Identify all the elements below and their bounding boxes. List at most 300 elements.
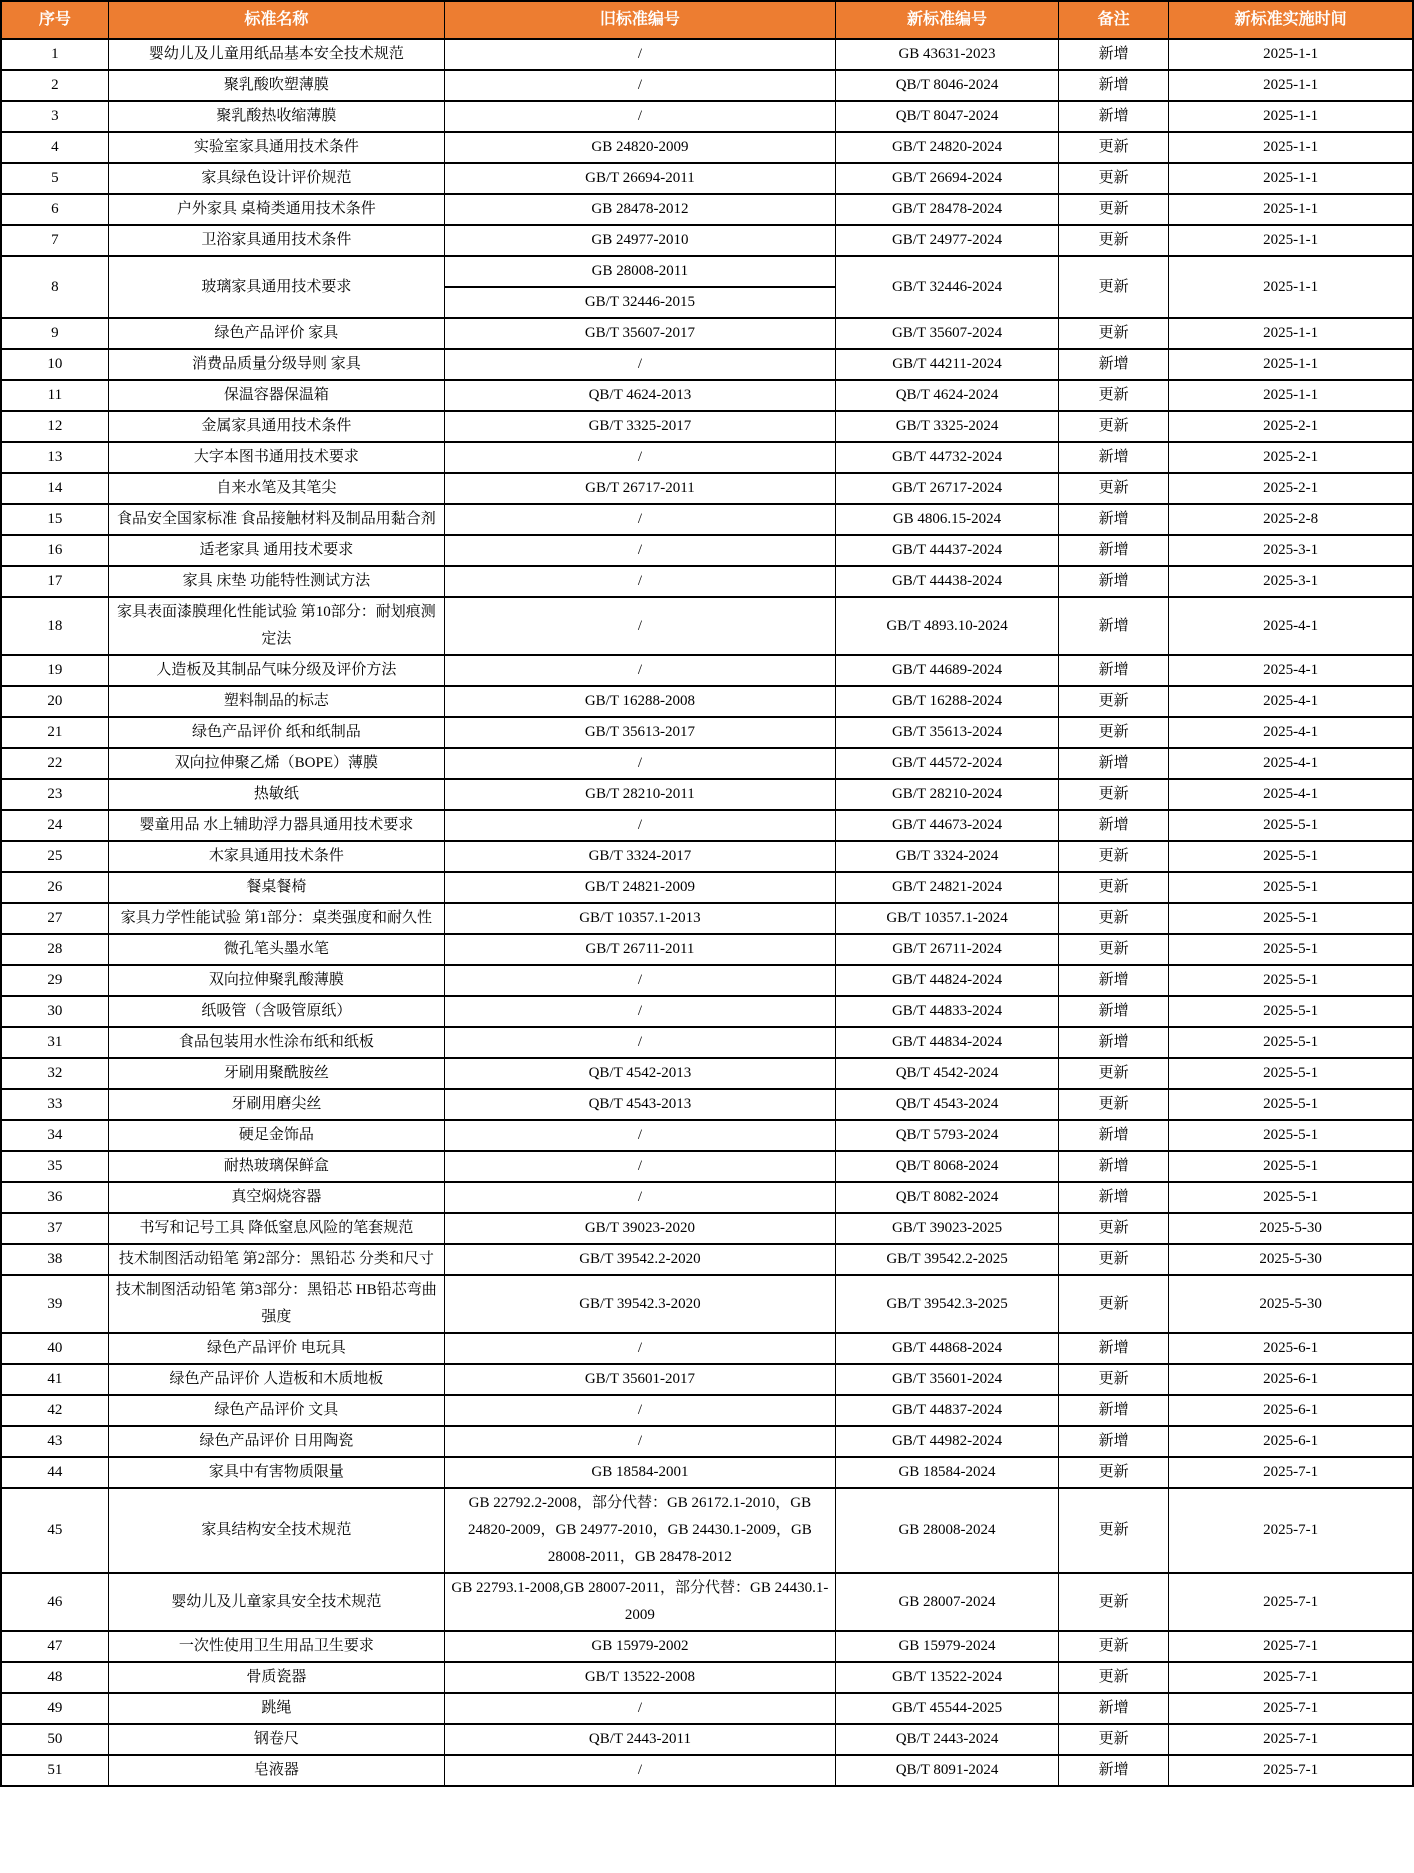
cell-num: 38	[1, 1244, 108, 1275]
cell-name: 书写和记号工具 降低窒息风险的笔套规范	[108, 1213, 444, 1244]
cell-num: 14	[1, 473, 108, 504]
cell-date: 2025-7-1	[1169, 1662, 1413, 1693]
cell-date: 2025-7-1	[1169, 1457, 1413, 1488]
cell-remark: 更新	[1059, 903, 1169, 934]
cell-num: 21	[1, 717, 108, 748]
cell-num: 12	[1, 411, 108, 442]
table-row	[1, 1058, 1413, 1089]
cell-name: 家具绿色设计评价规范	[108, 163, 444, 194]
cell-remark: 更新	[1059, 717, 1169, 748]
table-row	[1, 1364, 1413, 1395]
cell-name: 硬足金饰品	[108, 1120, 444, 1151]
cell-date: 2025-1-1	[1169, 39, 1413, 70]
table-row	[1, 1488, 1413, 1573]
cell-new: GB 43631-2023	[835, 39, 1058, 70]
cell-date: 2025-5-1	[1169, 1058, 1413, 1089]
cell-remark: 更新	[1059, 1213, 1169, 1244]
cell-new: GB/T 28478-2024	[835, 194, 1058, 225]
cell-name: 食品安全国家标准 食品接触材料及制品用黏合剂	[108, 504, 444, 535]
table-row	[1, 810, 1413, 841]
cell-num: 26	[1, 872, 108, 903]
column-header-name: 标准名称	[108, 1, 444, 39]
table-row	[1, 1151, 1413, 1182]
cell-name: 骨质瓷器	[108, 1662, 444, 1693]
cell-remark: 更新	[1059, 1662, 1169, 1693]
column-header-new: 新标准编号	[835, 1, 1058, 39]
cell-date: 2025-7-1	[1169, 1724, 1413, 1755]
column-header-date: 新标准实施时间	[1169, 1, 1413, 39]
table-row	[1, 349, 1413, 380]
cell-name: 聚乳酸吹塑薄膜	[108, 70, 444, 101]
table-row	[1, 535, 1413, 566]
cell-new: GB/T 44834-2024	[835, 1027, 1058, 1058]
cell-new: GB/T 44833-2024	[835, 996, 1058, 1027]
cell-num: 35	[1, 1151, 108, 1182]
cell-date: 2025-2-1	[1169, 411, 1413, 442]
cell-date: 2025-2-1	[1169, 442, 1413, 473]
cell-num: 51	[1, 1755, 108, 1786]
cell-name: 绿色产品评价 电玩具	[108, 1333, 444, 1364]
table-row	[1, 903, 1413, 934]
cell-remark: 更新	[1059, 1573, 1169, 1631]
cell-old: GB/T 3324-2017	[444, 841, 835, 872]
cell-name: 婴幼儿及儿童家具安全技术规范	[108, 1573, 444, 1631]
cell-date: 2025-5-1	[1169, 1182, 1413, 1213]
cell-remark: 新增	[1059, 965, 1169, 996]
cell-remark: 新增	[1059, 349, 1169, 380]
cell-num: 30	[1, 996, 108, 1027]
cell-date: 2025-7-1	[1169, 1488, 1413, 1573]
cell-name: 消费品质量分级导则 家具	[108, 349, 444, 380]
cell-num: 23	[1, 779, 108, 810]
cell-name: 纸吸管（含吸管原纸）	[108, 996, 444, 1027]
cell-new: GB/T 44868-2024	[835, 1333, 1058, 1364]
cell-old: /	[444, 965, 835, 996]
cell-name: 人造板及其制品气味分级及评价方法	[108, 655, 444, 686]
cell-old: GB/T 28210-2011	[444, 779, 835, 810]
cell-date: 2025-7-1	[1169, 1755, 1413, 1786]
cell-new: GB/T 44837-2024	[835, 1395, 1058, 1426]
cell-name: 户外家具 桌椅类通用技术条件	[108, 194, 444, 225]
cell-old-part-1: GB 28008-2011	[444, 256, 835, 287]
cell-old: /	[444, 442, 835, 473]
cell-old: GB/T 16288-2008	[444, 686, 835, 717]
cell-date: 2025-5-30	[1169, 1213, 1413, 1244]
cell-date: 2025-5-30	[1169, 1275, 1413, 1333]
cell-remark: 更新	[1059, 779, 1169, 810]
cell-old: GB/T 24821-2009	[444, 872, 835, 903]
table-row	[1, 1755, 1413, 1786]
cell-new: QB/T 4543-2024	[835, 1089, 1058, 1120]
cell-num: 44	[1, 1457, 108, 1488]
cell-num: 3	[1, 101, 108, 132]
cell-new: GB/T 13522-2024	[835, 1662, 1058, 1693]
cell-date: 2025-1-1	[1169, 349, 1413, 380]
cell-num: 6	[1, 194, 108, 225]
cell-remark: 新增	[1059, 1755, 1169, 1786]
cell-name: 家具中有害物质限量	[108, 1457, 444, 1488]
table-row	[1, 101, 1413, 132]
cell-remark: 新增	[1059, 101, 1169, 132]
cell-old: GB 24977-2010	[444, 225, 835, 256]
table-row	[1, 1213, 1413, 1244]
cell-name: 跳绳	[108, 1693, 444, 1724]
cell-num: 7	[1, 225, 108, 256]
cell-remark: 更新	[1059, 1275, 1169, 1333]
cell-date: 2025-1-1	[1169, 163, 1413, 194]
cell-old: GB/T 26711-2011	[444, 934, 835, 965]
cell-old: GB/T 35601-2017	[444, 1364, 835, 1395]
cell-date: 2025-6-1	[1169, 1333, 1413, 1364]
cell-date: 2025-4-1	[1169, 779, 1413, 810]
cell-new: GB/T 39542.2-2025	[835, 1244, 1058, 1275]
table-row	[1, 1120, 1413, 1151]
cell-old: /	[444, 996, 835, 1027]
cell-num: 19	[1, 655, 108, 686]
table-row	[1, 442, 1413, 473]
cell-new: GB/T 26694-2024	[835, 163, 1058, 194]
cell-old: /	[444, 1182, 835, 1213]
cell-new: GB/T 44437-2024	[835, 535, 1058, 566]
cell-new: QB/T 8068-2024	[835, 1151, 1058, 1182]
cell-num: 33	[1, 1089, 108, 1120]
table-row	[1, 597, 1413, 655]
cell-remark: 更新	[1059, 686, 1169, 717]
cell-old: /	[444, 39, 835, 70]
cell-num: 8	[1, 256, 108, 318]
cell-new: GB/T 44824-2024	[835, 965, 1058, 996]
cell-num: 29	[1, 965, 108, 996]
table-row	[1, 504, 1413, 535]
cell-old: /	[444, 535, 835, 566]
cell-new: QB/T 5793-2024	[835, 1120, 1058, 1151]
cell-num: 36	[1, 1182, 108, 1213]
cell-old: GB/T 39542.3-2020	[444, 1275, 835, 1333]
cell-name: 绿色产品评价 纸和纸制品	[108, 717, 444, 748]
cell-remark: 更新	[1059, 256, 1169, 318]
cell-name: 家具结构安全技术规范	[108, 1488, 444, 1573]
cell-remark: 更新	[1059, 1089, 1169, 1120]
cell-name: 保温容器保温箱	[108, 380, 444, 411]
cell-remark: 新增	[1059, 39, 1169, 70]
cell-old: GB/T 3325-2017	[444, 411, 835, 442]
cell-name: 双向拉伸聚乙烯（BOPE）薄膜	[108, 748, 444, 779]
cell-name: 实验室家具通用技术条件	[108, 132, 444, 163]
cell-num: 24	[1, 810, 108, 841]
table-row	[1, 872, 1413, 903]
table-row	[1, 1724, 1413, 1755]
cell-name: 绿色产品评价 文具	[108, 1395, 444, 1426]
cell-remark: 新增	[1059, 1333, 1169, 1364]
cell-name: 微孔笔头墨水笔	[108, 934, 444, 965]
cell-num: 11	[1, 380, 108, 411]
cell-num: 46	[1, 1573, 108, 1631]
cell-remark: 更新	[1059, 1724, 1169, 1755]
cell-date: 2025-5-1	[1169, 996, 1413, 1027]
cell-name: 适老家具 通用技术要求	[108, 535, 444, 566]
cell-old: /	[444, 70, 835, 101]
cell-old: /	[444, 1693, 835, 1724]
cell-new: GB/T 26717-2024	[835, 473, 1058, 504]
column-header-num: 序号	[1, 1, 108, 39]
cell-num: 15	[1, 504, 108, 535]
cell-date: 2025-1-1	[1169, 256, 1413, 318]
cell-name: 牙刷用聚酰胺丝	[108, 1058, 444, 1089]
cell-old: GB/T 26717-2011	[444, 473, 835, 504]
cell-num: 1	[1, 39, 108, 70]
cell-new: GB/T 24821-2024	[835, 872, 1058, 903]
table-row	[1, 70, 1413, 101]
table-row	[1, 473, 1413, 504]
cell-num: 27	[1, 903, 108, 934]
cell-date: 2025-5-1	[1169, 1120, 1413, 1151]
cell-new: GB/T 4893.10-2024	[835, 597, 1058, 655]
cell-remark: 更新	[1059, 473, 1169, 504]
cell-date: 2025-1-1	[1169, 132, 1413, 163]
cell-date: 2025-2-8	[1169, 504, 1413, 535]
cell-name: 绿色产品评价 人造板和木质地板	[108, 1364, 444, 1395]
cell-name: 卫浴家具通用技术条件	[108, 225, 444, 256]
cell-old: /	[444, 597, 835, 655]
cell-remark: 更新	[1059, 1244, 1169, 1275]
cell-old: GB 22793.1-2008,GB 28007-2011，部分代替：GB 24430.1-2009	[444, 1573, 835, 1631]
cell-new: GB 15979-2024	[835, 1631, 1058, 1662]
column-header-old: 旧标准编号	[444, 1, 835, 39]
cell-name: 热敏纸	[108, 779, 444, 810]
cell-remark: 新增	[1059, 1120, 1169, 1151]
cell-remark: 新增	[1059, 442, 1169, 473]
cell-old: QB/T 4542-2013	[444, 1058, 835, 1089]
cell-name: 塑料制品的标志	[108, 686, 444, 717]
cell-remark: 更新	[1059, 318, 1169, 349]
cell-old: GB 22792.2-2008，部分代替：GB 26172.1-2010，GB 24820-2009，GB 24977-2010，GB 24430.1-2009，GB 28008-2011，GB 28478-2012	[444, 1488, 835, 1573]
cell-num: 10	[1, 349, 108, 380]
cell-old: GB/T 13522-2008	[444, 1662, 835, 1693]
cell-num: 49	[1, 1693, 108, 1724]
cell-date: 2025-5-1	[1169, 1027, 1413, 1058]
cell-name: 家具力学性能试验 第1部分：桌类强度和耐久性	[108, 903, 444, 934]
cell-remark: 更新	[1059, 225, 1169, 256]
cell-old: /	[444, 748, 835, 779]
cell-name: 耐热玻璃保鲜盒	[108, 1151, 444, 1182]
cell-num: 18	[1, 597, 108, 655]
cell-new: GB 4806.15-2024	[835, 504, 1058, 535]
table-row	[1, 1182, 1413, 1213]
cell-remark: 新增	[1059, 504, 1169, 535]
cell-old: /	[444, 1755, 835, 1786]
cell-num: 50	[1, 1724, 108, 1755]
cell-remark: 更新	[1059, 132, 1169, 163]
cell-new: GB/T 32446-2024	[835, 256, 1058, 318]
cell-name: 婴童用品 水上辅助浮力器具通用技术要求	[108, 810, 444, 841]
cell-new: GB/T 16288-2024	[835, 686, 1058, 717]
cell-remark: 更新	[1059, 1058, 1169, 1089]
cell-name: 技术制图活动铅笔 第3部分：黑铅芯 HB铅芯弯曲强度	[108, 1275, 444, 1333]
cell-new: GB/T 44982-2024	[835, 1426, 1058, 1457]
cell-name: 木家具通用技术条件	[108, 841, 444, 872]
cell-num: 20	[1, 686, 108, 717]
table-row	[1, 1395, 1413, 1426]
cell-num: 45	[1, 1488, 108, 1573]
cell-num: 5	[1, 163, 108, 194]
cell-name: 技术制图活动铅笔 第2部分：黑铅芯 分类和尺寸	[108, 1244, 444, 1275]
cell-num: 31	[1, 1027, 108, 1058]
cell-old: GB 18584-2001	[444, 1457, 835, 1488]
cell-new: QB/T 4624-2024	[835, 380, 1058, 411]
cell-old: GB/T 35607-2017	[444, 318, 835, 349]
cell-date: 2025-1-1	[1169, 194, 1413, 225]
cell-num: 34	[1, 1120, 108, 1151]
cell-date: 2025-5-1	[1169, 934, 1413, 965]
cell-date: 2025-1-1	[1169, 101, 1413, 132]
cell-old: /	[444, 1027, 835, 1058]
cell-new: QB/T 4542-2024	[835, 1058, 1058, 1089]
cell-old: /	[444, 655, 835, 686]
cell-remark: 新增	[1059, 996, 1169, 1027]
cell-old: /	[444, 810, 835, 841]
cell-date: 2025-1-1	[1169, 318, 1413, 349]
cell-remark: 新增	[1059, 748, 1169, 779]
cell-old: GB 28478-2012	[444, 194, 835, 225]
table-row	[1, 1573, 1413, 1631]
cell-remark: 新增	[1059, 655, 1169, 686]
cell-date: 2025-6-1	[1169, 1426, 1413, 1457]
cell-new: GB/T 44572-2024	[835, 748, 1058, 779]
cell-num: 13	[1, 442, 108, 473]
cell-old: GB 15979-2002	[444, 1631, 835, 1662]
cell-new: GB 28008-2024	[835, 1488, 1058, 1573]
cell-date: 2025-5-1	[1169, 903, 1413, 934]
table-row	[1, 717, 1413, 748]
cell-old: /	[444, 1395, 835, 1426]
cell-old: QB/T 4543-2013	[444, 1089, 835, 1120]
cell-date: 2025-3-1	[1169, 535, 1413, 566]
cell-date: 2025-1-1	[1169, 70, 1413, 101]
table-row	[1, 1027, 1413, 1058]
cell-new: GB/T 28210-2024	[835, 779, 1058, 810]
cell-new: GB/T 44689-2024	[835, 655, 1058, 686]
cell-old: /	[444, 1120, 835, 1151]
cell-num: 40	[1, 1333, 108, 1364]
cell-name: 自来水笔及其笔尖	[108, 473, 444, 504]
cell-num: 41	[1, 1364, 108, 1395]
cell-new: GB/T 39023-2025	[835, 1213, 1058, 1244]
table-row	[1, 380, 1413, 411]
cell-new: QB/T 8046-2024	[835, 70, 1058, 101]
cell-remark: 新增	[1059, 70, 1169, 101]
table-row	[1, 1244, 1413, 1275]
table-row	[1, 1693, 1413, 1724]
cell-num: 42	[1, 1395, 108, 1426]
cell-remark: 更新	[1059, 1631, 1169, 1662]
cell-date: 2025-6-1	[1169, 1364, 1413, 1395]
cell-remark: 新增	[1059, 597, 1169, 655]
cell-num: 32	[1, 1058, 108, 1089]
cell-date: 2025-5-30	[1169, 1244, 1413, 1275]
cell-remark: 更新	[1059, 1364, 1169, 1395]
cell-name: 牙刷用磨尖丝	[108, 1089, 444, 1120]
cell-date: 2025-7-1	[1169, 1631, 1413, 1662]
cell-name: 钢卷尺	[108, 1724, 444, 1755]
cell-new: GB/T 24977-2024	[835, 225, 1058, 256]
table-row	[1, 1631, 1413, 1662]
cell-old: /	[444, 566, 835, 597]
cell-old: /	[444, 1426, 835, 1457]
cell-num: 43	[1, 1426, 108, 1457]
cell-remark: 新增	[1059, 1395, 1169, 1426]
cell-name: 家具表面漆膜理化性能试验 第10部分：耐划痕测定法	[108, 597, 444, 655]
cell-date: 2025-1-1	[1169, 380, 1413, 411]
table-row	[1, 655, 1413, 686]
cell-remark: 新增	[1059, 1182, 1169, 1213]
cell-date: 2025-5-1	[1169, 872, 1413, 903]
cell-remark: 更新	[1059, 411, 1169, 442]
cell-remark: 新增	[1059, 1151, 1169, 1182]
cell-date: 2025-4-1	[1169, 597, 1413, 655]
cell-date: 2025-5-1	[1169, 810, 1413, 841]
cell-new: QB/T 2443-2024	[835, 1724, 1058, 1755]
column-header-remark: 备注	[1059, 1, 1169, 39]
cell-new: GB/T 39542.3-2025	[835, 1275, 1058, 1333]
cell-num: 22	[1, 748, 108, 779]
cell-name: 家具 床垫 功能特性测试方法	[108, 566, 444, 597]
cell-date: 2025-4-1	[1169, 717, 1413, 748]
cell-name: 餐桌餐椅	[108, 872, 444, 903]
cell-old: /	[444, 1151, 835, 1182]
cell-date: 2025-4-1	[1169, 748, 1413, 779]
table-row	[1, 841, 1413, 872]
cell-new: GB/T 44732-2024	[835, 442, 1058, 473]
cell-remark: 新增	[1059, 1027, 1169, 1058]
header-row	[1, 1, 1413, 39]
cell-new: GB/T 45544-2025	[835, 1693, 1058, 1724]
cell-num: 37	[1, 1213, 108, 1244]
table-row	[1, 779, 1413, 810]
table-row	[1, 1662, 1413, 1693]
cell-new: QB/T 8047-2024	[835, 101, 1058, 132]
table-row	[1, 39, 1413, 70]
cell-date: 2025-6-1	[1169, 1395, 1413, 1426]
table-row	[1, 1333, 1413, 1364]
table-row	[1, 1426, 1413, 1457]
cell-date: 2025-3-1	[1169, 566, 1413, 597]
table-row	[1, 411, 1413, 442]
cell-remark: 新增	[1059, 566, 1169, 597]
cell-date: 2025-5-1	[1169, 1151, 1413, 1182]
cell-num: 17	[1, 566, 108, 597]
cell-num: 16	[1, 535, 108, 566]
cell-num: 25	[1, 841, 108, 872]
cell-num: 9	[1, 318, 108, 349]
cell-remark: 更新	[1059, 1457, 1169, 1488]
table-row	[1, 748, 1413, 779]
cell-new: GB/T 44211-2024	[835, 349, 1058, 380]
cell-new: GB/T 10357.1-2024	[835, 903, 1058, 934]
table-row	[1, 194, 1413, 225]
table-row	[1, 934, 1413, 965]
cell-date: 2025-4-1	[1169, 686, 1413, 717]
table-row	[1, 1089, 1413, 1120]
cell-num: 48	[1, 1662, 108, 1693]
cell-remark: 新增	[1059, 810, 1169, 841]
cell-num: 39	[1, 1275, 108, 1333]
cell-date: 2025-4-1	[1169, 655, 1413, 686]
table-row	[1, 256, 1413, 287]
cell-old: /	[444, 504, 835, 535]
cell-new: GB/T 3324-2024	[835, 841, 1058, 872]
cell-old: GB/T 10357.1-2013	[444, 903, 835, 934]
cell-old: /	[444, 349, 835, 380]
